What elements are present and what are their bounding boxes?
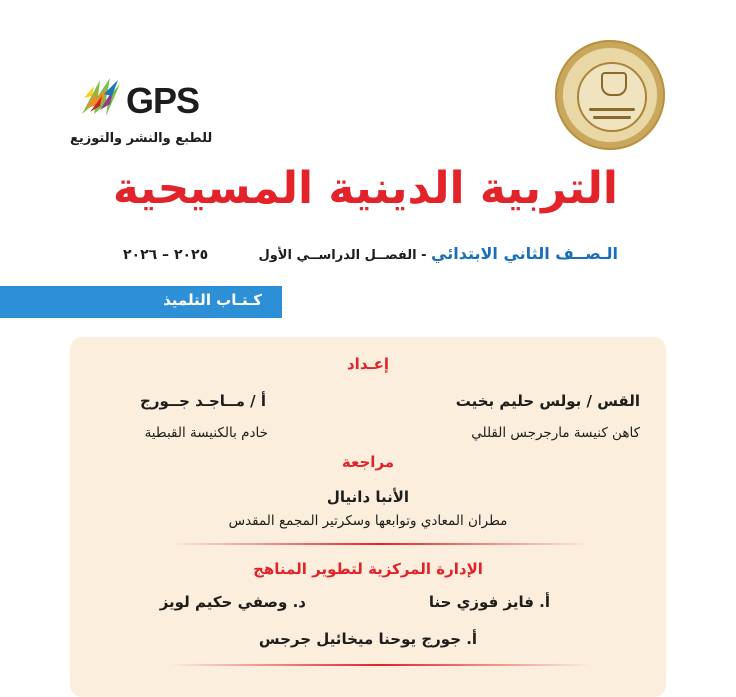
author-role: خادم بالكنيسة القبطية	[144, 425, 268, 441]
grade-line	[258, 244, 618, 263]
academic-year: ٢٠٢٥ – ٢٠٢٦	[123, 247, 209, 263]
divider	[170, 543, 590, 545]
divider	[170, 664, 590, 666]
author-name: القس / بولس حليم بخيت	[455, 392, 640, 410]
curriculum-member: أ. فايز فوزي حنا	[428, 593, 550, 611]
grade-label: الـصــف الثاني الابتدائي	[431, 244, 618, 263]
gps-logo-icon	[80, 74, 124, 118]
curriculum-heading: الإدارة المركزية لتطوير المناهج	[253, 560, 483, 578]
curriculum-member: د. وصفي حكيم لويز	[159, 593, 306, 611]
author-name: أ / مــاجـد جــورج	[140, 392, 266, 410]
reviewer-role: مطران المعادي وتوابعها وسكرتير المجمع المقدس	[228, 513, 508, 529]
review-heading: مراجعة	[341, 453, 395, 471]
prepared-heading: إعـداد	[346, 355, 390, 373]
publisher-subtitle: للطبع والنشر والتوزيع	[70, 131, 213, 146]
term-label: - الفصــل الدراســي الأول	[258, 248, 432, 263]
book-title: التربية الدينية المسيحية	[112, 163, 618, 214]
author-role: كاهن كنيسة مارجرجس القللي	[471, 425, 640, 441]
reviewer-name: الأنبا دانيال	[326, 488, 410, 506]
book-type-band	[0, 286, 282, 318]
publisher-logo-text: GPS	[126, 80, 200, 121]
book-type-label: كـتـاب التلميذ	[163, 291, 262, 309]
ministry-seal-icon	[555, 40, 665, 150]
curriculum-member: أ. جورج يوحنا ميخائيل جرجس	[258, 630, 478, 648]
